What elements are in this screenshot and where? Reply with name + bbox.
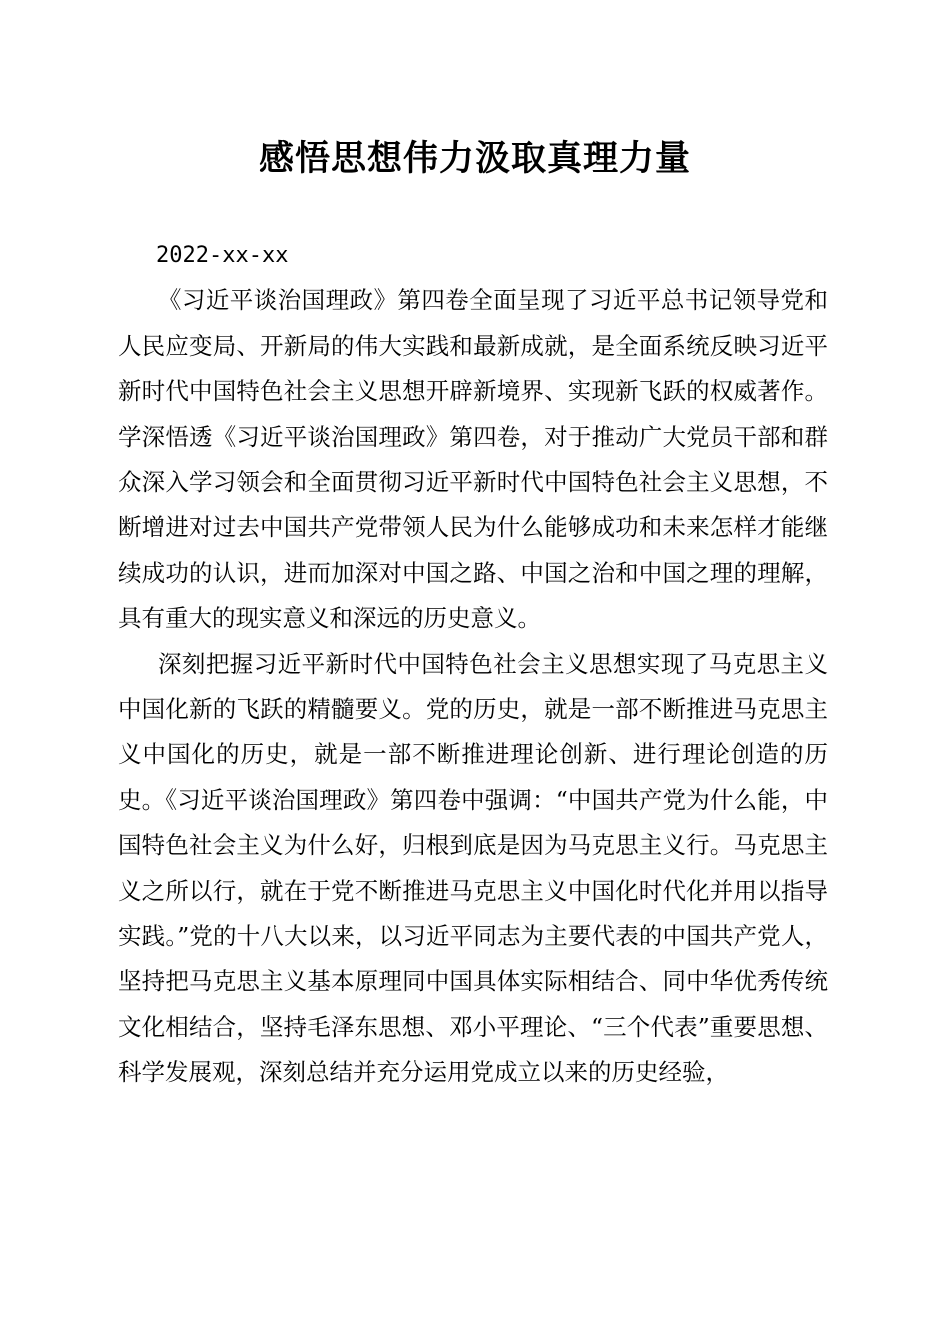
paragraph-2: 深刻把握习近平新时代中国特色社会主义思想实现了马克思主义中国化新的飞跃的精髓要义。党的历史，就是一部不断推进马克思主义中国化的历史，就是一部不断推进理论创新、进行理论创造的历史。《习近平谈治国理政》第四卷中强调：“中国共产党为什么能，中国特色社会主义为什么好，归根到底是因为马克思主义行。马克思主义之所以行，就在于党不断推进马克思主义中国化时代化并用以指导实践。”党的十八大以来，以习近平同志为主要代表的中国共产党人，坚持把马克思主义基本原理同中国具体实际相结合、同中华优秀传统文化相结合，坚持毛泽东思想、邓小平理论、“三个代表”重要思想、科学发展观，深刻总结并充分运用党成立以来的历史经验，: [118, 649, 828, 1087]
document-body: [118, 233, 828, 1096]
document-date: 2022-xx-xx: [156, 243, 289, 268]
paragraph-1: 《习近平谈治国理政》第四卷全面呈现了习近平总书记领导党和人民应变局、开新局的伟大实践和最新成就，是全面系统反映习近平新时代中国特色社会主义思想开辟新境界、实现新飞跃的权威著作。学深悟透《习近平谈治国理政》第四卷，对于推动广大党员干部和群众深入学习领会和全面贯彻习近平新时代中国特色社会主义思想，不断增进对过去中国共产党带领人民为什么能够成功和未来怎样才能继续成功的认识，进而加深对中国之路、中国之治和中国之理的理解，具有重大的现实意义和深远的历史意义。: [118, 286, 828, 633]
document-title: 感悟思想伟力汲取真理力量: [258, 138, 691, 179]
